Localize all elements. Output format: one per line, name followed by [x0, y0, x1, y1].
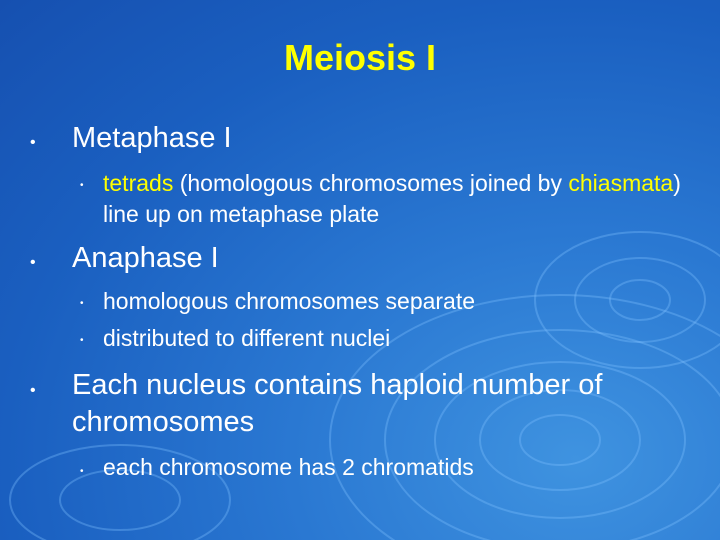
sub-bullet-icon: •: [80, 180, 84, 191]
bullet-icon: •: [30, 382, 36, 399]
list-item-haploid-line1: Each nucleus contains haploid number of: [72, 369, 603, 401]
sub-item-chromatids: each chromosome has 2 chromatids: [103, 454, 474, 480]
sub-bullet-icon: •: [80, 466, 84, 477]
sub-bullet-icon: •: [80, 335, 84, 346]
sub-bullet-icon: •: [80, 298, 84, 309]
term-chiasmata: chiasmata: [568, 170, 674, 196]
sub-item-tetrads: tetrads (homologous chromosomes joined by chiasmata) line up on metaphase plate: [103, 170, 681, 227]
list-item-anaphase: Anaphase I: [72, 242, 219, 274]
sub-item-distributed: distributed to different nuclei: [103, 325, 391, 351]
list-item-haploid-line2: chromosomes: [72, 406, 255, 438]
bullet-icon: •: [30, 134, 36, 151]
bullet-icon: •: [30, 254, 36, 271]
term-tetrads: tetrads: [103, 170, 174, 196]
slide-title: Meiosis I: [283, 37, 437, 78]
list-item-metaphase: Metaphase I: [72, 122, 232, 154]
sub-item-separate: homologous chromosomes separate: [103, 288, 476, 314]
